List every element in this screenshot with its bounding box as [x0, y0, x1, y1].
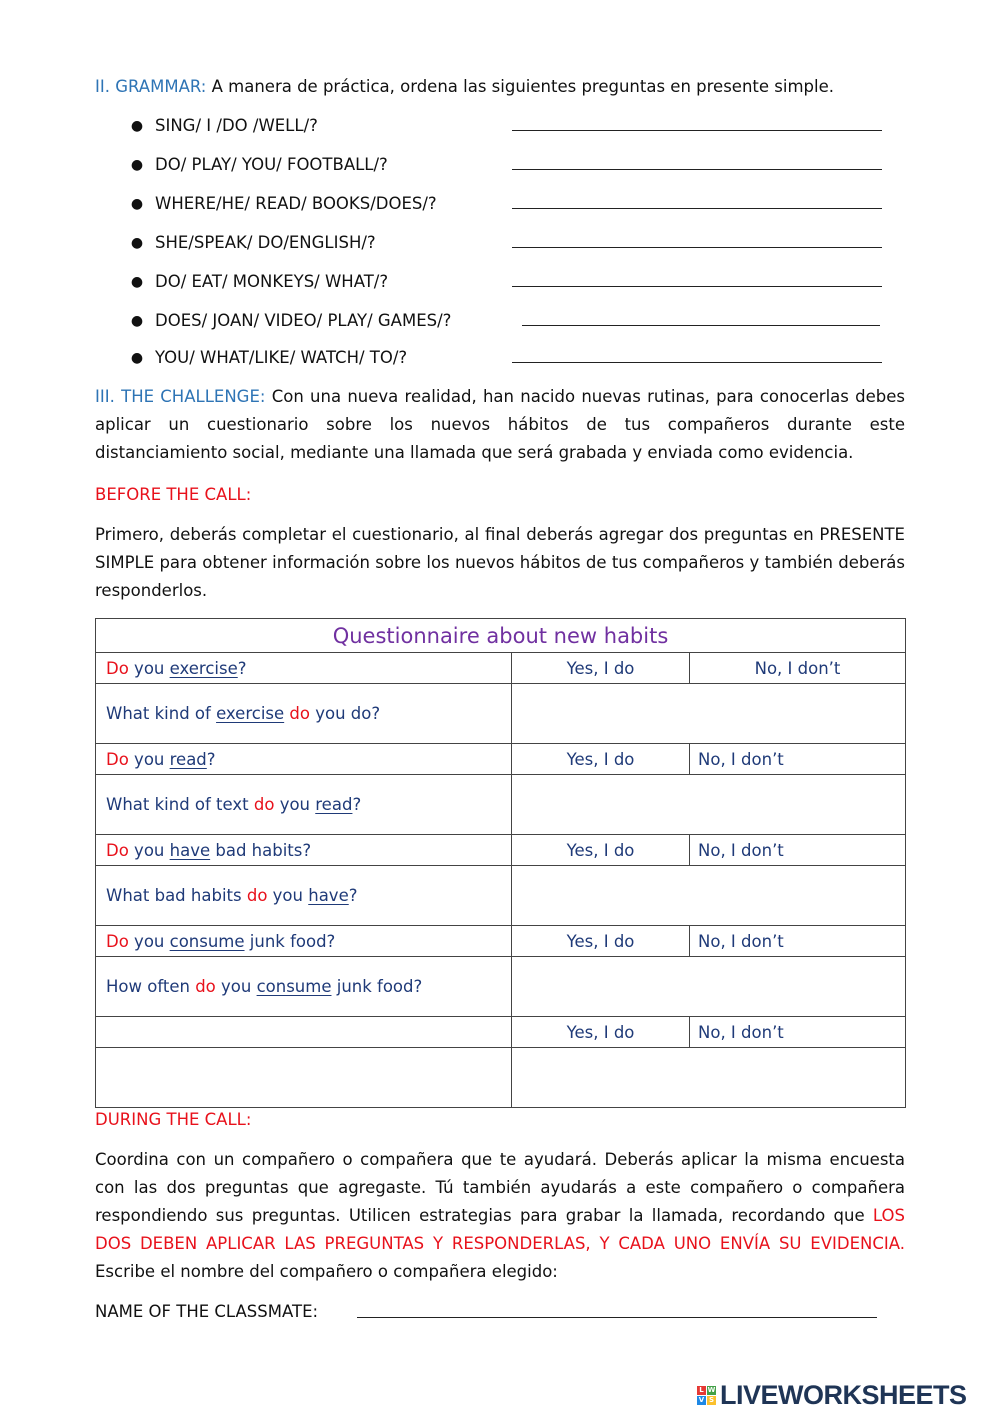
- highlight-text: LOS DOS DEBEN APLICAR LAS PREGUNTAS Y RESPONDERLAS, Y CADA UNO ENVÍA SU EVIDENCIA.: [95, 1206, 905, 1253]
- during-call-heading: DURING THE CALL:: [95, 1110, 252, 1129]
- no-option[interactable]: No, I don’t: [690, 1017, 906, 1048]
- no-option[interactable]: No, I don’t: [690, 835, 906, 866]
- table-row: [96, 775, 906, 835]
- classmate-label: NAME OF THE CLASSMATE:: [95, 1302, 319, 1321]
- answer-cell[interactable]: [512, 866, 906, 926]
- table-row: [96, 957, 906, 1017]
- before-call-text: Primero, deberás completar el cuestionario, al final deberás agregar dos preguntas en PRESENTE SIMPLE para obtener información sobre los nuevos hábitos de tus compañeros y también deberás responderlos.: [95, 525, 905, 600]
- table-row: [96, 684, 906, 744]
- question-cell: Do you exercise?: [96, 653, 512, 684]
- question-cell: Do you read?: [96, 744, 512, 775]
- challenge-paragraph: [95, 383, 905, 467]
- question-cell: Do you have bad habits?: [96, 835, 512, 866]
- grammar-instruction: A manera de práctica, ordena las siguientes preguntas en presente simple.: [206, 77, 834, 96]
- answer-line[interactable]: [512, 362, 882, 363]
- question-text: DOES/ JOAN/ VIDEO/ PLAY/ GAMES/?: [155, 311, 452, 330]
- answer-cell[interactable]: [512, 1048, 906, 1108]
- before-call-heading: BEFORE THE CALL:: [95, 485, 252, 504]
- no-option[interactable]: No, I don’t: [690, 926, 906, 957]
- logo-text: LIVEWORKSHEETS: [720, 1379, 967, 1410]
- blank-question-cell[interactable]: [96, 1017, 512, 1048]
- question-text: SING/ I /DO /WELL/?: [155, 116, 318, 135]
- question-text: DO/ PLAY/ YOU/ FOOTBALL/?: [155, 155, 388, 174]
- yes-option[interactable]: Yes, I do: [512, 1017, 690, 1048]
- answer-line[interactable]: [512, 130, 882, 131]
- grammar-question-4: ● SHE/SPEAK/ DO/ENGLISH/?: [130, 230, 890, 256]
- answer-line[interactable]: [512, 169, 882, 170]
- classmate-name-field: [95, 1298, 885, 1326]
- question-cell: What kind of exercise do you do?: [96, 684, 512, 744]
- logo-icon: L W V S: [698, 1385, 716, 1404]
- grammar-heading: [95, 73, 915, 101]
- answer-line[interactable]: [512, 208, 882, 209]
- grammar-question-7: ● YOU/ WHAT/LIKE/ WATCH/ TO/?: [130, 345, 890, 371]
- yes-option[interactable]: Yes, I do: [512, 744, 690, 775]
- table-row: [96, 744, 906, 775]
- liveworksheets-logo: [697, 1378, 967, 1412]
- table-row: [96, 835, 906, 866]
- table-row: [96, 1017, 906, 1048]
- answer-line[interactable]: [512, 247, 882, 248]
- question-text: YOU/ WHAT/LIKE/ WATCH/ TO/?: [155, 348, 408, 367]
- question-cell: What bad habits do you have?: [96, 866, 512, 926]
- table-row: [96, 653, 906, 684]
- challenge-label: III. THE CHALLENGE:: [95, 387, 266, 406]
- question-text: SHE/SPEAK/ DO/ENGLISH/?: [155, 233, 376, 252]
- answer-cell[interactable]: [512, 684, 906, 744]
- yes-option[interactable]: Yes, I do: [512, 835, 690, 866]
- question-cell: Do you consume junk food?: [96, 926, 512, 957]
- yes-option[interactable]: Yes, I do: [512, 653, 690, 684]
- grammar-question-6: ● DOES/ JOAN/ VIDEO/ PLAY/ GAMES/?: [130, 308, 890, 334]
- grammar-question-5: ● DO/ EAT/ MONKEYS/ WHAT/?: [130, 269, 890, 295]
- no-option[interactable]: No, I don’t: [690, 653, 906, 684]
- table-row: [96, 1048, 906, 1108]
- challenge-text: Con una nueva realidad, han nacido nuevas rutinas, para conocerlas debes aplicar un cuestionario sobre los nuevos hábitos de tus compañeros durante este distanciamiento social, mediante una llamada que será grabada y enviada como evidencia.: [95, 387, 905, 462]
- grammar-question-1: ● SING/ I /DO /WELL/?: [130, 113, 890, 139]
- question-text: WHERE/HE/ READ/ BOOKS/DOES/?: [155, 194, 437, 213]
- answer-line[interactable]: [522, 325, 880, 326]
- answer-cell[interactable]: [512, 957, 906, 1017]
- question-cell: What kind of text do you read?: [96, 775, 512, 835]
- questionnaire-title: Questionnaire about new habits: [96, 619, 906, 653]
- table-row: [96, 926, 906, 957]
- during-call-text: Coordina con un compañero o compañera que te ayudará. Deberás aplicar la misma encuesta con las dos preguntas que agregaste. Tú también ayudarás a este compañero o compañera respondiendo sus preguntas. Utilicen estrategias para grabar la llamada, recordando que LOS DOS DEBEN APLICAR LAS PREGUNTAS Y RESPONDERLAS, Y CADA UNO ENVÍA SU EVIDENCIA. Escribe el nombre del compañero o compañera elegido:: [95, 1150, 905, 1281]
- classmate-answer-line[interactable]: [357, 1317, 877, 1318]
- no-option[interactable]: No, I don’t: [690, 744, 906, 775]
- answer-cell[interactable]: [512, 775, 906, 835]
- grammar-question-2: ● DO/ PLAY/ YOU/ FOOTBALL/?: [130, 152, 890, 178]
- answer-line[interactable]: [512, 286, 882, 287]
- questionnaire-table: [95, 618, 906, 1108]
- question-text: DO/ EAT/ MONKEYS/ WHAT/?: [155, 272, 389, 291]
- grammar-question-3: ● WHERE/HE/ READ/ BOOKS/DOES/?: [130, 191, 890, 217]
- grammar-label: II. GRAMMAR:: [95, 77, 207, 96]
- question-cell: How often do you consume junk food?: [96, 957, 512, 1017]
- yes-option[interactable]: Yes, I do: [512, 926, 690, 957]
- blank-question-cell[interactable]: [96, 1048, 512, 1108]
- table-row: [96, 866, 906, 926]
